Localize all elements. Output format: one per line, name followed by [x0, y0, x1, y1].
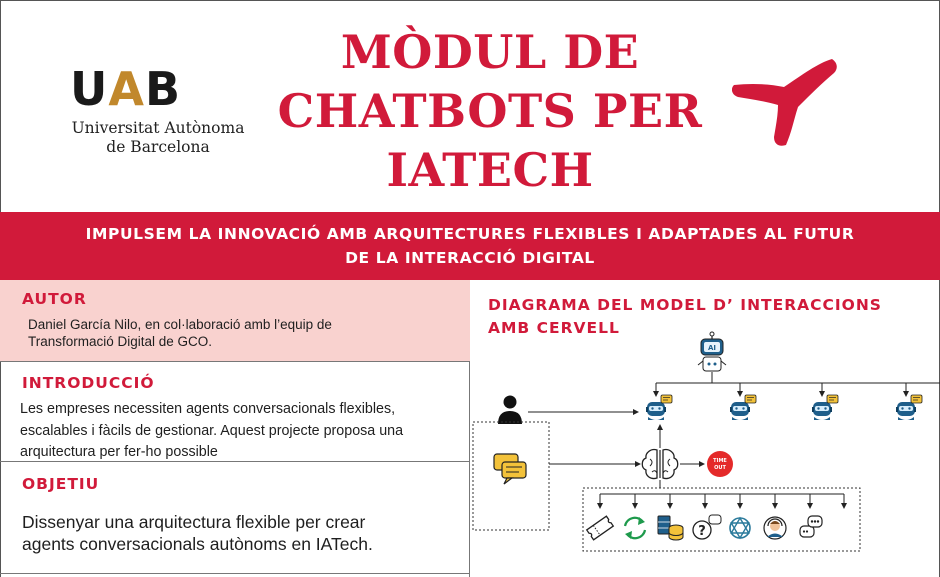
introduccio-line-2: escalables i fàcils de gestionar. Aquest projecte proposa una	[20, 422, 404, 439]
agent-bot-4-icon	[896, 395, 922, 420]
uab-logo	[70, 62, 250, 157]
chat-bubbles-icon	[494, 454, 526, 484]
autor-title: AUTOR	[22, 290, 87, 308]
objetiu-line-1: Dissenyar una arquitectura flexible per crear	[22, 512, 366, 532]
logo-letter-b: B	[144, 62, 180, 116]
objetiu-body	[22, 511, 462, 555]
logo-letter-u: U	[70, 62, 107, 116]
diagram-canvas	[470, 280, 940, 577]
timeout-label-1: TIME	[713, 458, 727, 464]
logo-name-line2: de Barcelona	[106, 138, 210, 156]
brain-icon	[642, 450, 678, 479]
introduccio-line-1: Les empreses necessiten agents conversacionals flexibles,	[20, 401, 396, 417]
title-line-1: MÒDUL DE	[340, 25, 640, 79]
section-introduccio	[0, 362, 470, 462]
autor-body	[28, 316, 458, 350]
diagram-title-line-2: AMB CERVELL	[488, 319, 620, 337]
introduccio-body	[20, 399, 460, 464]
title-line-2: CHATBOTS PER	[277, 84, 703, 138]
uab-logo-name	[68, 119, 248, 157]
agent-bot-3-icon	[812, 395, 838, 420]
section-autor	[0, 280, 470, 362]
section-objetiu	[0, 462, 470, 574]
support-agent-icon	[764, 517, 786, 539]
introduccio-title: INTRODUCCIÓ	[22, 374, 155, 392]
interaction-diagram	[470, 280, 940, 577]
uab-logo-mark	[70, 62, 250, 116]
agent-bot-2-icon	[730, 395, 756, 420]
logo-name-line1: Universitat Autònoma	[71, 119, 245, 137]
autor-line-1: Daniel García Nilo, en col·laboració amb l’equip de	[28, 317, 332, 332]
brand-tripod-logo-icon	[732, 57, 840, 149]
banner-line-1: IMPULSEM LA INNOVACIÓ AMB ARQUITECTURES FLEXIBLES I ADAPTADES AL FUTUR	[85, 225, 855, 243]
title-line-3: IATECH	[386, 143, 594, 197]
diagram-title-line-1: DIAGRAMA DEL MODEL D’ INTERACCIONS	[488, 296, 882, 314]
user-icon	[498, 396, 522, 425]
introduccio-line-3: arquitectura per fer-ho possible	[20, 444, 218, 460]
database-icon	[658, 516, 683, 540]
agent-bot-1-icon	[646, 395, 672, 420]
left-column	[0, 280, 470, 577]
banner-line-2: DE LA INTERACCIÓ DIGITAL	[345, 249, 595, 267]
chat-dots-icon	[800, 516, 822, 537]
refresh-icon	[625, 517, 645, 539]
help-chat-icon	[693, 515, 721, 539]
timeout-label-2: OUT	[714, 465, 726, 471]
ticket-icon	[587, 516, 614, 540]
svg-text:?: ?	[698, 524, 706, 539]
objetiu-title: OBJETIU	[22, 475, 100, 493]
openai-icon	[730, 518, 750, 538]
banner-text	[40, 222, 900, 270]
logo-letter-a: A	[108, 62, 143, 116]
robot-ai-label: AI	[707, 344, 717, 352]
autor-line-2: Transformació Digital de GCO.	[28, 334, 213, 349]
objetiu-line-2: agents conversacionals autònoms en IATech.	[22, 534, 373, 554]
banner	[0, 212, 940, 280]
robot-ai-icon	[698, 332, 726, 371]
timeout-icon	[707, 451, 733, 477]
poster-header	[0, 0, 940, 212]
poster-title	[270, 23, 710, 200]
